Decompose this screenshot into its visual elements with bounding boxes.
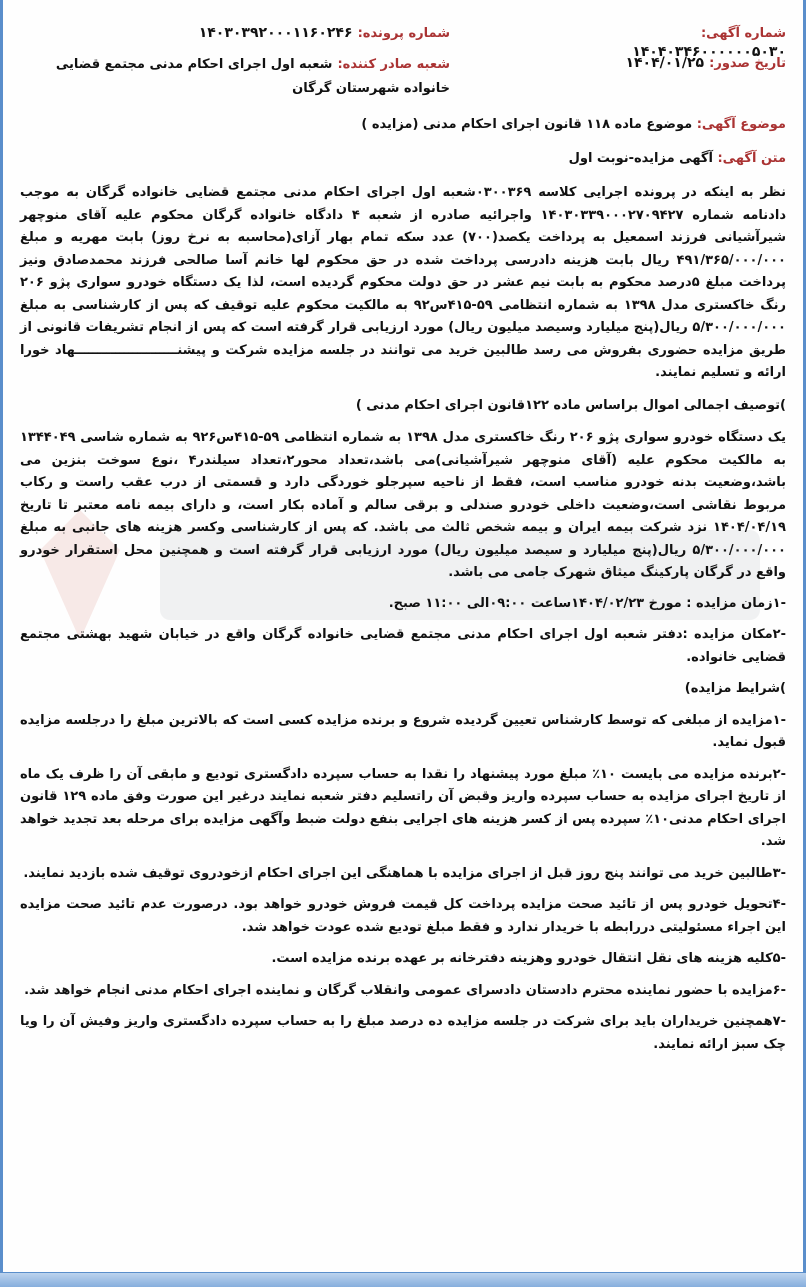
description-paragraph: یک دستگاه خودرو سواری پژو ۲۰۶ رنگ خاکستری مدل ۱۳۹۸ به شماره انتظامی ۵۹-۴۱۵س۹۲۶ به شماره شاسی ۱۳۴۴۰۴۹ به مالکیت محکوم علیه (آقای منوچهر شیرآشیانی)می باشد،تعداد محور۲،تعداد سیلندر۴ ،نوع سوخت بنزین می باشد،وضعیت بدنه خودرو مناسب است، فقط از ناحیه سپرجلو خوردگی دارد و قسمتی از درب عقب راست و رکاب مربوط نقاشی است،وضعیت داخلی خودرو صندلی و برقی سالم و آماده بکار است، و دارای بیمه نامه معتبر تا تاریخ ۱۴۰۴/۰۴/۱۹ نزد شرکت بیمه ایران و بیمه شخص ثالث می باشد. که پس از کارشناسی وکسر هزینه های جانبی به مبلغ ۵/۳۰۰/۰۰۰/۰۰۰ ریال(پنج میلیارد و سیصد میلیون ریال) مورد ارزیابی قرار گرفته است و همچنین محل استقرار خودرو واقع در گرگان پارکینگ میثاق شهرک جامی می باشد. (20, 430, 786, 580)
subject-line (20, 114, 786, 136)
notice-number-label: شماره آگهی: (700, 26, 786, 41)
notice-number: ۱۴۰۴۰۳۴۶۰۰۰۰۰۰۵۰۳۰ (632, 44, 786, 60)
file-number-label: شماره پرونده: (357, 26, 450, 41)
window-bottom-bar (0, 1272, 806, 1287)
issuer: شعبه اول اجرای احکام مدنی مجتمع قضایی خانواده شهرستان گرگان (55, 57, 450, 96)
body-heading-label: متن آگهی: (717, 151, 786, 166)
issue-date-block (556, 52, 786, 71)
conditions-heading: )شرایط مزایده) (684, 681, 786, 696)
notice-document (20, 22, 786, 1065)
condition-6: -۶مزایده با حضور نماینده محترم دادستان دادسرای عمومی وانقلاب گرگان و نماینده اجرای احکام مدنی انجام خواهد شد. (24, 982, 786, 998)
body-heading-line (20, 148, 786, 170)
issue-date: ۱۴۰۴/۰۱/۲۵ (625, 55, 705, 71)
description-heading: )توصیف اجمالی اموال براساس ماده ۱۲۲قانون اجرای احکام مدنی ) (355, 397, 786, 413)
auction-time: -۱زمان مزایده : مورخ ۱۴۰۴/۰۲/۲۳ساعت ۰۹:۰۰الی ۱۱:۰۰ صبح. (388, 595, 786, 611)
file-number-block (20, 22, 450, 41)
header-row-2 (20, 52, 786, 114)
auction-place: -۲مکان مزایده :دفتر شعبه اول اجرای احکام مدنی مجتمع قضایی خانواده گرگان واقع در خیابان شهید بهشتی مجتمع قضایی خانواده. (20, 627, 786, 665)
condition-3: -۳طالبین خرید می توانند پنج روز قبل از اجرای مزایده با هماهنگی این اجرای احکام ازخودروی توقیف شده بازدید نمایند. (23, 865, 786, 881)
body-heading-text: آگهی مزایده-نوبت اول (568, 151, 713, 166)
intro-paragraph: نظر به اینکه در پرونده اجرایی کلاسه ۰۳۰۰۳۶۹شعبه اول اجرای احکام مدنی مجتمع قضایی خانواده گرگان به موجب دادنامه شماره ۱۴۰۳۰۳۳۹۰۰۰۲۷۰۹۴۲۷ واجرائیه صادره از شعبه ۴ دادگاه خانواده گرگان محکوم علیه آقای منوچهر شیرآشیانی فرزند اسمعیل به پرداخت یکصد(۷۰۰) عدد سکه تمام بهار آزای(محاسبه به نرخ روز) بابت مهریه و مبلغ ۴۹۱/۳۶۵/۰۰۰/۰۰۰ ریال بابت هزینه دادرسی پرداخت شده در حق محکوم لها خانم آسا صالحی فرزند محمدصادق ونیز پرداخت مبلغ ۵درصد محکوم به بابت نیم عشر در حق دولت محکوم گردیده است، لذا یک دستگاه خودرو سواری پژو ۲۰۶ رنگ خاکستری مدل ۱۳۹۸ به شماره انتظامی ۵۹-۴۱۵س۹۲ به مالکیت محکوم علیه توقیف که پس از کارشناسی به مبلغ ۵/۳۰۰/۰۰۰/۰۰۰ ریال(پنج میلیارد وسیصد میلیون ریال) مورد ارزیابی قرار گرفته است که پس از انجام تشریفات قانونی از طریق مزایده حضوری بفروش می رسد طالبین خرید می توانند در جلسه مزایده شرکت و پیشنـــــــــــــــــــــــهاد خورا ارائه و تسلیم نمایند. (20, 185, 786, 380)
condition-1: -۱مزایده از مبلغی که توسط کارشناس تعیین گردیده شروع و برنده مزایده کسی است که بالاترین مبلغ را درجلسه مزایده قبول نماید. (20, 712, 786, 750)
condition-7: -۷همچنین خریداران باید برای شرکت در جلسه مزایده ده درصد مبلغ را به حساب سپرده دادگستری واریز وفیش آن را ویا چک سبز ارائه نمایند. (20, 1014, 786, 1052)
file-number: ۱۴۰۳۰۳۹۲۰۰۰۱۱۶۰۲۴۶ (198, 25, 353, 41)
header-row-1 (20, 22, 786, 60)
issuer-label: شعبه صادر کننده: (337, 57, 450, 72)
subject-text: موضوع ماده ۱۱۸ قانون اجرای احکام مدنی (مزایده ) (361, 117, 693, 132)
subject-label: موضوع آگهی: (696, 117, 786, 132)
condition-4: -۴تحویل خودرو پس از تائید صحت مزایده پرداخت کل قیمت فروش خودرو خواهد بود. درصورت عدم تائید صحت مزایده این اجراء مسئولیتی دررابطه با خریدار ندارد و فقط مبلغ تودیع شده عودت خواهد شد. (20, 897, 786, 935)
condition-2: -۲برنده مزایده می بایست ۱۰٪ مبلغ مورد پیشنهاد را نقدا به حساب سپرده دادگستری تودیع و مابقی آن را ظرف یک ماه از تاریخ اجرای مزایده به حساب سپرده واریز وقبض آن راتسلیم دفتر شعبه نمایند درغیر این صورت وفق ماده ۱۲۹ قانون اجرای احکام مدنی۱۰٪ سپرده پس از کسر هزینه های اجرایی بنفع دولت ضبط وآگهی مزایده برای مرحله بعد تجدید خواهد شد. (20, 766, 787, 849)
condition-5: -۵کلیه هزینه های نقل انتقال خودرو وهزینه دفترخانه بر عهده برنده مزایده است. (271, 951, 786, 966)
issue-date-label: تاریخ صدور: (709, 56, 786, 71)
issuer-block (20, 52, 450, 100)
